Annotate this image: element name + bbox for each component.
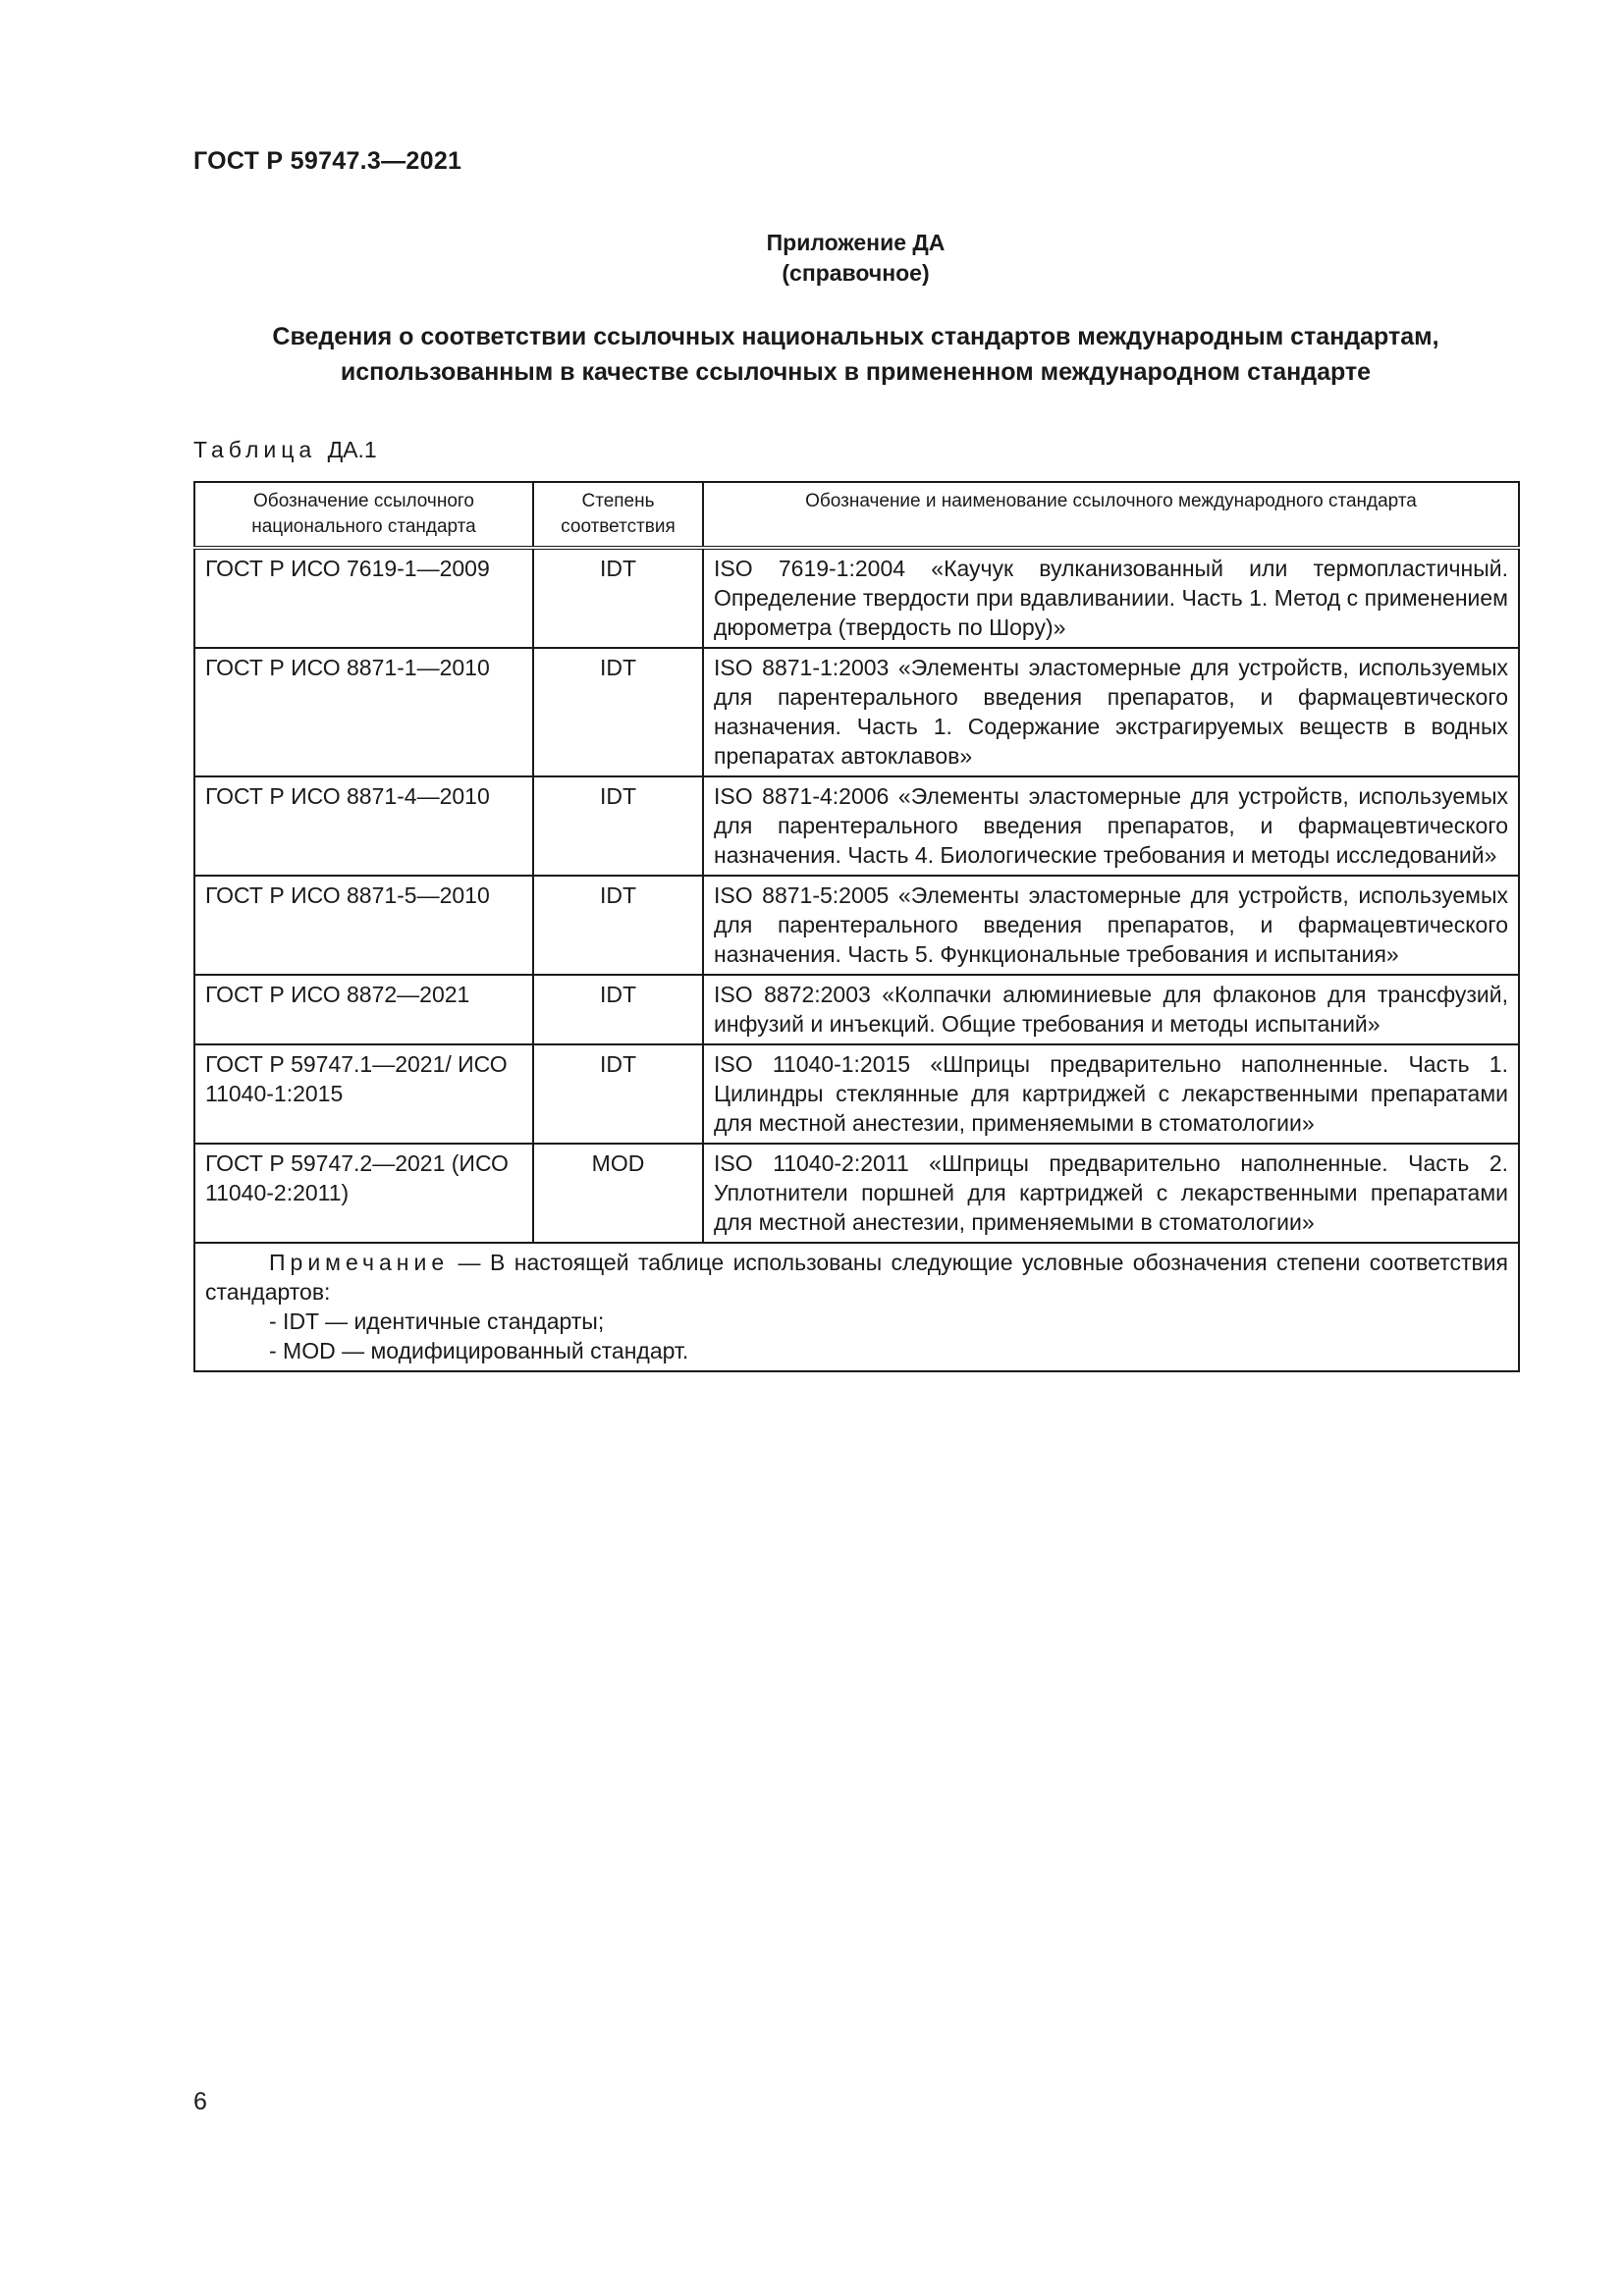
national-standard-cell: ГОСТ Р 59747.1—2021/ ИСО 11040-1:2015 — [194, 1044, 533, 1144]
page-number: 6 — [193, 2088, 207, 2115]
table-header-row — [194, 482, 1519, 548]
header-national-standard: Обозначение ссылочного национального стандарта — [194, 482, 533, 548]
international-standard-cell: ISO 11040-1:2015 «Шприцы предварительно наполненные. Часть 1. Цилиндры стеклянные для картриджей с лекарственными препаратами для местной анестезии, применяемыми в стоматологии» — [703, 1044, 1519, 1144]
degree-cell: IDT — [533, 548, 703, 648]
degree-cell: IDT — [533, 776, 703, 876]
international-standard-cell: ISO 8872:2003 «Колпачки алюминиевые для флаконов для трансфузий, инфузий и инъекций. Общие требования и методы испытаний» — [703, 975, 1519, 1044]
international-standard-cell: ISO 8871-1:2003 «Элементы эластомерные для устройств, используемых для парентерального введения препаратов, и фармацевтического назначения. Часть 1. Содержание экстрагируемых веществ в водных препаратах автоклавов» — [703, 648, 1519, 776]
international-standard-cell: ISO 11040-2:2011 «Шприцы предварительно наполненные. Часть 2. Уплотнители поршней для картриджей с лекарственными препаратами для местной анестезии, применяемыми в стоматологии» — [703, 1144, 1519, 1243]
international-standard-cell: ISO 8871-4:2006 «Элементы эластомерные для устройств, используемых для парентерального введения препаратов, и фармацевтического назначения. Часть 4. Биологические требования и методы исследований» — [703, 776, 1519, 876]
header-international-standard: Обозначение и наименование ссылочного международного стандарта — [703, 482, 1519, 548]
national-standard-cell: ГОСТ Р ИСО 7619-1—2009 — [194, 548, 533, 648]
section-heading — [193, 319, 1518, 390]
table-row — [194, 975, 1519, 1044]
degree-cell: IDT — [533, 876, 703, 975]
note-text: — В настоящей таблице использованы следующие условные обозначения степени соответствия стандартов: — [205, 1250, 1508, 1305]
degree-cell: IDT — [533, 975, 703, 1044]
international-standard-cell: ISO 7619-1:2004 «Каучук вулканизованный или термопластичный. Определение твердости при вдавливаниии. Часть 1. Метод с применением дюрометра (твердость по Шору)» — [703, 548, 1519, 648]
degree-cell: MOD — [533, 1144, 703, 1243]
international-standard-cell: ISO 8871-5:2005 «Элементы эластомерные для устройств, используемых для парентерального введения препаратов, и фармацевтического назначения. Часть 5. Функциональные требования и испытания» — [703, 876, 1519, 975]
note-item-idt: - IDT — идентичные стандарты; — [269, 1308, 605, 1334]
table-row — [194, 1144, 1519, 1243]
header-degree: Степень соответствия — [533, 482, 703, 548]
national-standard-cell: ГОСТ Р ИСО 8871-5—2010 — [194, 876, 533, 975]
national-standard-cell: ГОСТ Р ИСО 8871-4—2010 — [194, 776, 533, 876]
table-note-cell — [194, 1243, 1519, 1371]
section-heading-line2: использованным в качестве ссылочных в примененном международном стандарте — [340, 358, 1372, 386]
document-header: ГОСТ Р 59747.3—2021 — [193, 147, 462, 175]
appendix-title: Приложение ДА — [766, 230, 946, 255]
table-caption — [193, 437, 377, 463]
table-row — [194, 548, 1519, 648]
note-intro — [205, 1248, 1508, 1307]
degree-cell: IDT — [533, 648, 703, 776]
note-label: Примечание — [269, 1250, 450, 1275]
degree-cell: IDT — [533, 1044, 703, 1144]
table-row — [194, 648, 1519, 776]
reference-standards-table — [193, 481, 1520, 1372]
table-row — [194, 1044, 1519, 1144]
table-caption-label: Таблица — [193, 437, 317, 462]
national-standard-cell: ГОСТ Р ИСО 8872—2021 — [194, 975, 533, 1044]
national-standard-cell: ГОСТ Р ИСО 8871-1—2010 — [194, 648, 533, 776]
table-caption-number: ДА.1 — [327, 437, 377, 462]
table-row — [194, 876, 1519, 975]
table-note-row — [194, 1243, 1519, 1371]
section-heading-line1: Сведения о соответствии ссылочных национальных стандартов международным стандартам, — [272, 323, 1439, 350]
appendix-type: (справочное) — [782, 260, 930, 286]
appendix-block — [193, 228, 1518, 289]
national-standard-cell: ГОСТ Р 59747.2—2021 (ИСО 11040-2:2011) — [194, 1144, 533, 1243]
table-row — [194, 776, 1519, 876]
note-item-mod: - MOD — модифицированный стандарт. — [269, 1338, 689, 1363]
